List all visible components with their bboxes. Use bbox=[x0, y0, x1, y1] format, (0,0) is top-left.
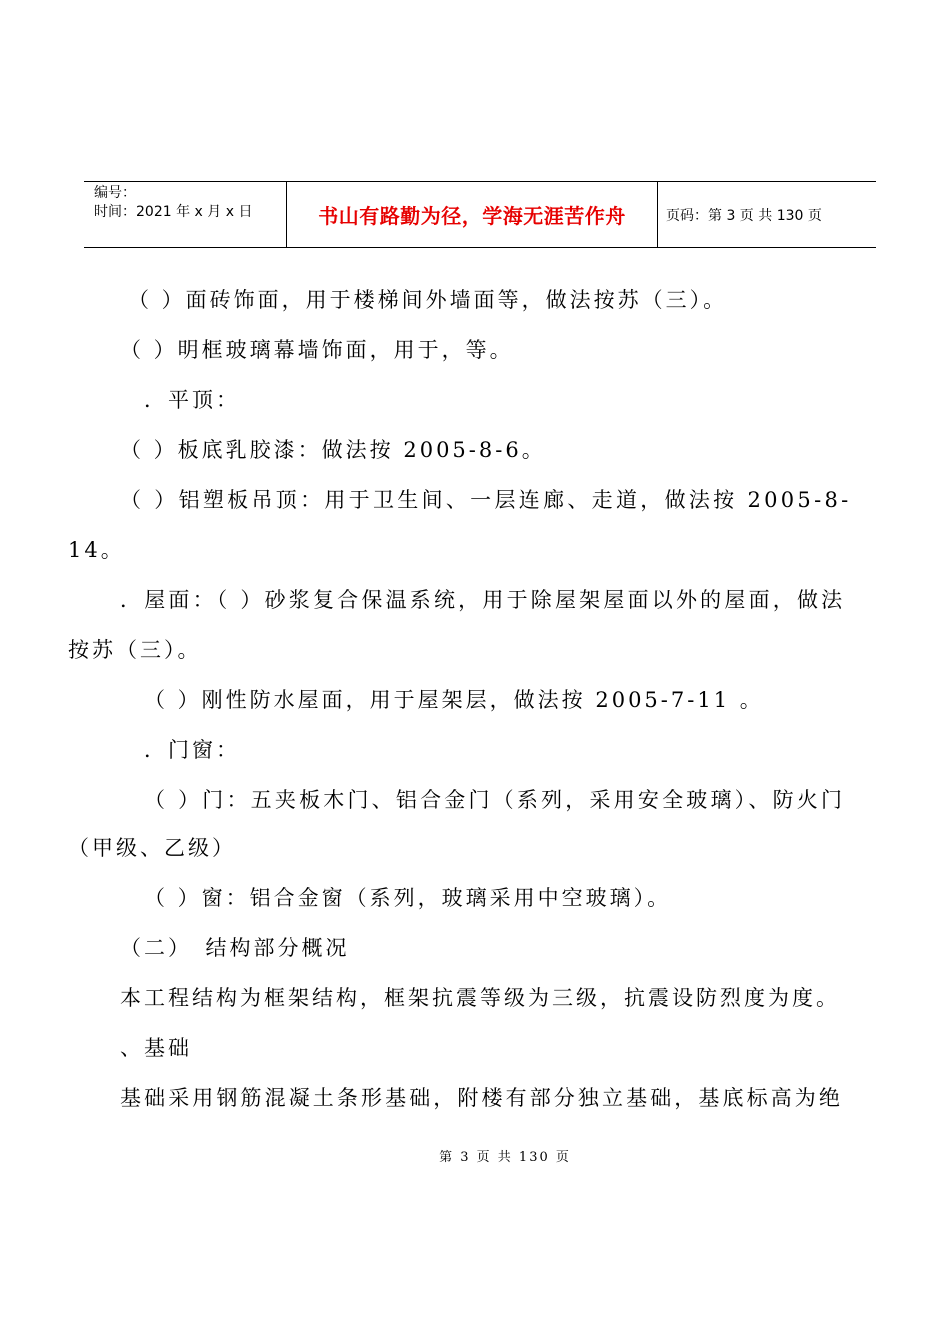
body-line: （ ）面砖饰面，用于楼梯间外墙面等，做法按苏（三）。 bbox=[128, 288, 728, 312]
header-meta bbox=[84, 182, 286, 247]
section-heading: （二） 结构部分概况 bbox=[120, 936, 350, 960]
body-line: 、基础 bbox=[120, 1036, 192, 1060]
motto: 书山有路勤为径，学海无涯苦作舟 bbox=[318, 204, 626, 228]
body-line: （ ）窗：铝合金窗（系列，玻璃采用中空玻璃）。 bbox=[144, 886, 672, 910]
body-line: ．屋面：（ ）砂浆复合保温系统，用于除屋架屋面以外的屋面，做法 bbox=[120, 588, 846, 612]
serial-label: 编号： bbox=[94, 185, 136, 201]
header-motto-cell bbox=[286, 182, 658, 247]
body-line: 基础采用钢筋混凝土条形基础，附楼有部分独立基础，基底标高为绝 bbox=[120, 1086, 843, 1110]
page-info: 页码：第 3 页 共 130 页 bbox=[666, 207, 822, 224]
body-line: （ ）板底乳胶漆：做法按 2005-8-6。 bbox=[120, 438, 546, 462]
body-line: ．平顶： bbox=[144, 388, 240, 412]
body-line: 按苏（三）。 bbox=[68, 638, 202, 662]
body-line: （甲级、乙级） bbox=[68, 836, 236, 860]
body-line: 本工程结构为框架结构，框架抗震等级为三级，抗震设防烈度为度。 bbox=[120, 986, 840, 1010]
body-line: 14。 bbox=[68, 538, 125, 562]
document-header bbox=[84, 181, 876, 248]
body-line: （ ）门：五夹板木门、铝合金门（系列，采用安全玻璃）、防火门 bbox=[144, 788, 846, 812]
body-line: （ ）铝塑板吊顶：用于卫生间、一层连廊、走道，做法按 2005-8- bbox=[120, 488, 852, 512]
body-line: ．门窗： bbox=[144, 738, 240, 762]
body-line: （ ）明框玻璃幕墙饰面，用于，等。 bbox=[120, 338, 514, 362]
page-footer: 第 3 页 共 130 页 bbox=[439, 1150, 571, 1165]
time-label: 时间：2021 年 x 月 x 日 bbox=[94, 204, 253, 220]
body-line: （ ）刚性防水屋面，用于屋架层，做法按 2005-7-11 。 bbox=[144, 688, 764, 712]
